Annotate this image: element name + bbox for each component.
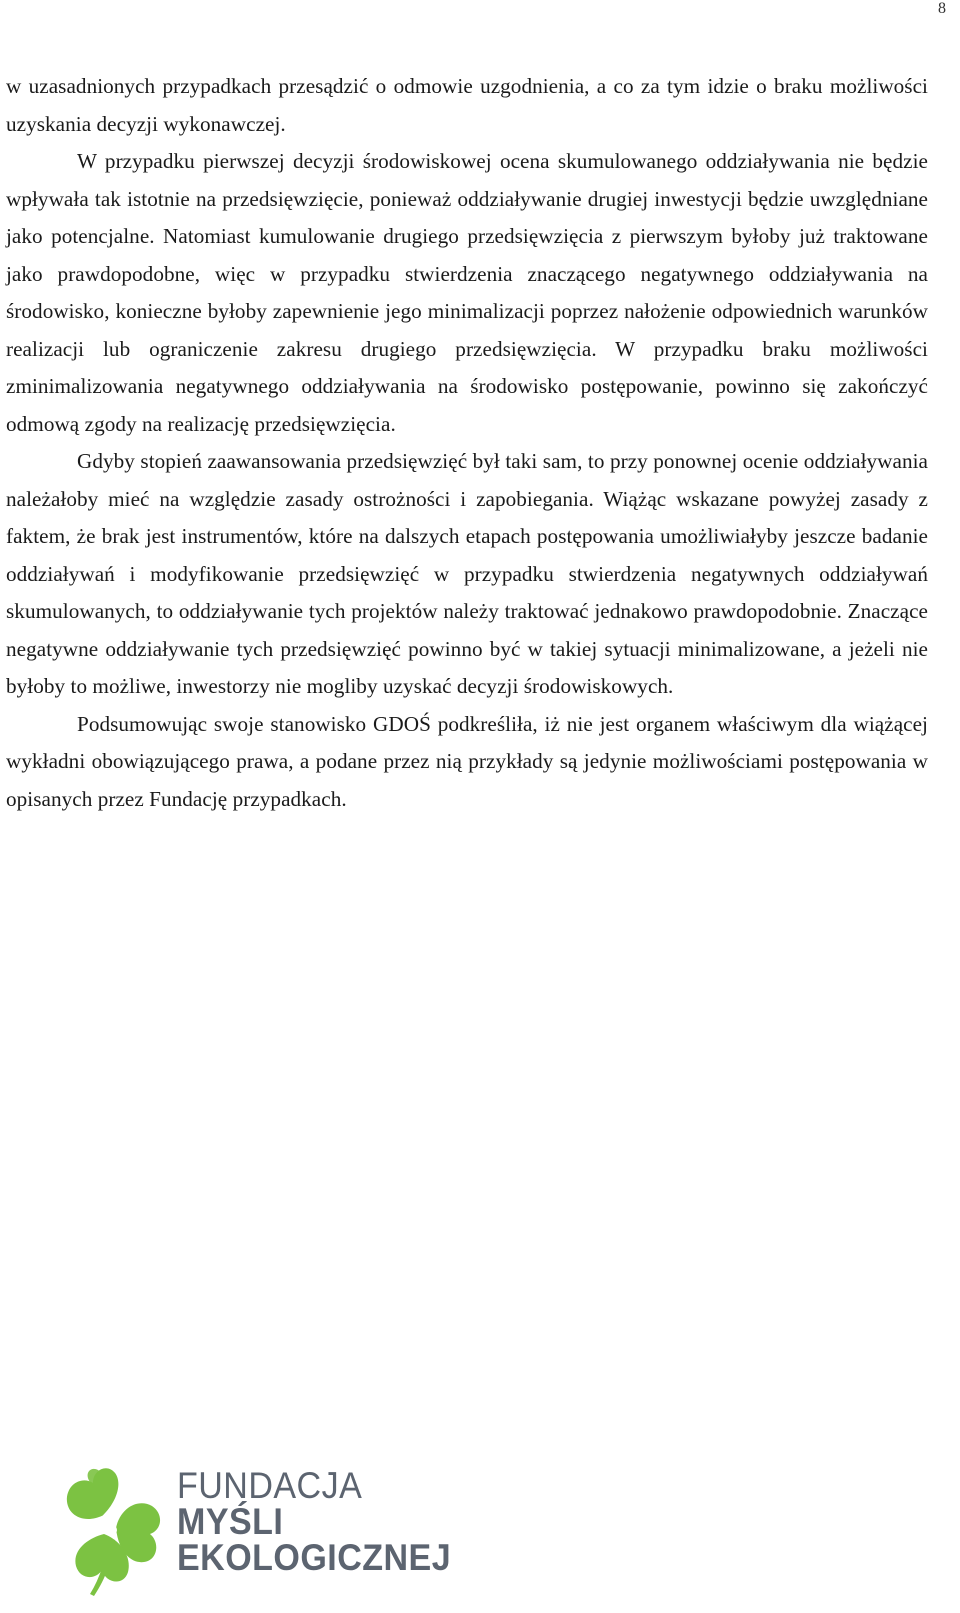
logo-line-1: FUNDACJA: [177, 1465, 363, 1506]
paragraph: Gdyby stopień zaawansowania przedsięwzięć był taki sam, to przy ponownej ocenie oddziaływania należałoby mieć na względzie zasady ostrożności i zapobiegania. Wiążąc wskazane powyżej zasady z faktem, że brak jest instrumentów, które na dalszych etapach postępowania umożliwiałyby jeszcze badanie oddziaływań i modyfikowanie przedsięwzięć w przypadku stwierdzenia negatywnych oddziaływań skumulowanych, to oddziaływanie tych projektów należy traktować jednakowo prawdopodobnie. Znaczące negatywne oddziaływanie tych przedsięwzięć powinno być w takiej sytuacji minimalizowane, a jeżeli nie byłoby to możliwe, inwestorzy nie mogliby uzyskać decyzji środowiskowych.: [6, 449, 928, 698]
foundation-logo: [60, 1465, 452, 1608]
paragraph: Podsumowując swoje stanowisko GDOŚ podkreśliła, iż nie jest organem właściwym dla wiążącej wykładni obowiązującego prawa, a podane przez nią przykłady są jedynie możliwościami postępowania w opisanych przez Fundację przypadkach.: [6, 711, 928, 811]
logo-line-3: EKOLOGICZNEJ: [177, 1537, 452, 1578]
page-number: 8: [938, 0, 946, 17]
logo-line-2: MYŚLI: [177, 1501, 284, 1542]
logo-text: [177, 1465, 475, 1578]
clover-icon: [60, 1468, 170, 1598]
paragraph: W przypadku pierwszej decyzji środowiskowej ocena skumulowanego oddziaływania nie będzie wpływała tak istotnie na przedsięwzięcie, ponieważ oddziaływanie drugiej inwestycji będzie uwzględniane jako potencjalne. Natomiast kumulowanie drugiego przedsięwzięcia z pierwszym byłoby już traktowane jako prawdopodobne, więc w przypadku stwierdzenia znaczącego negatywnego oddziaływania na środowisko, konieczne byłoby zapewnienie jego minimalizacji poprzez nałożenie odpowiednich warunków realizacji lub ograniczenie zakresu drugiego przedsięwzięcia. W przypadku braku możliwości zminimalizowania negatywnego oddziaływania na środowisko postępowanie, powinno się zakończyć odmową zgody na realizację przedsięwzięcia.: [6, 149, 928, 436]
document-body: [6, 68, 928, 818]
paragraph: w uzasadnionych przypadkach przesądzić o odmowie uzgodnienia, a co za tym idzie o braku możliwości uzyskania decyzji wykonawczej.: [6, 74, 928, 136]
